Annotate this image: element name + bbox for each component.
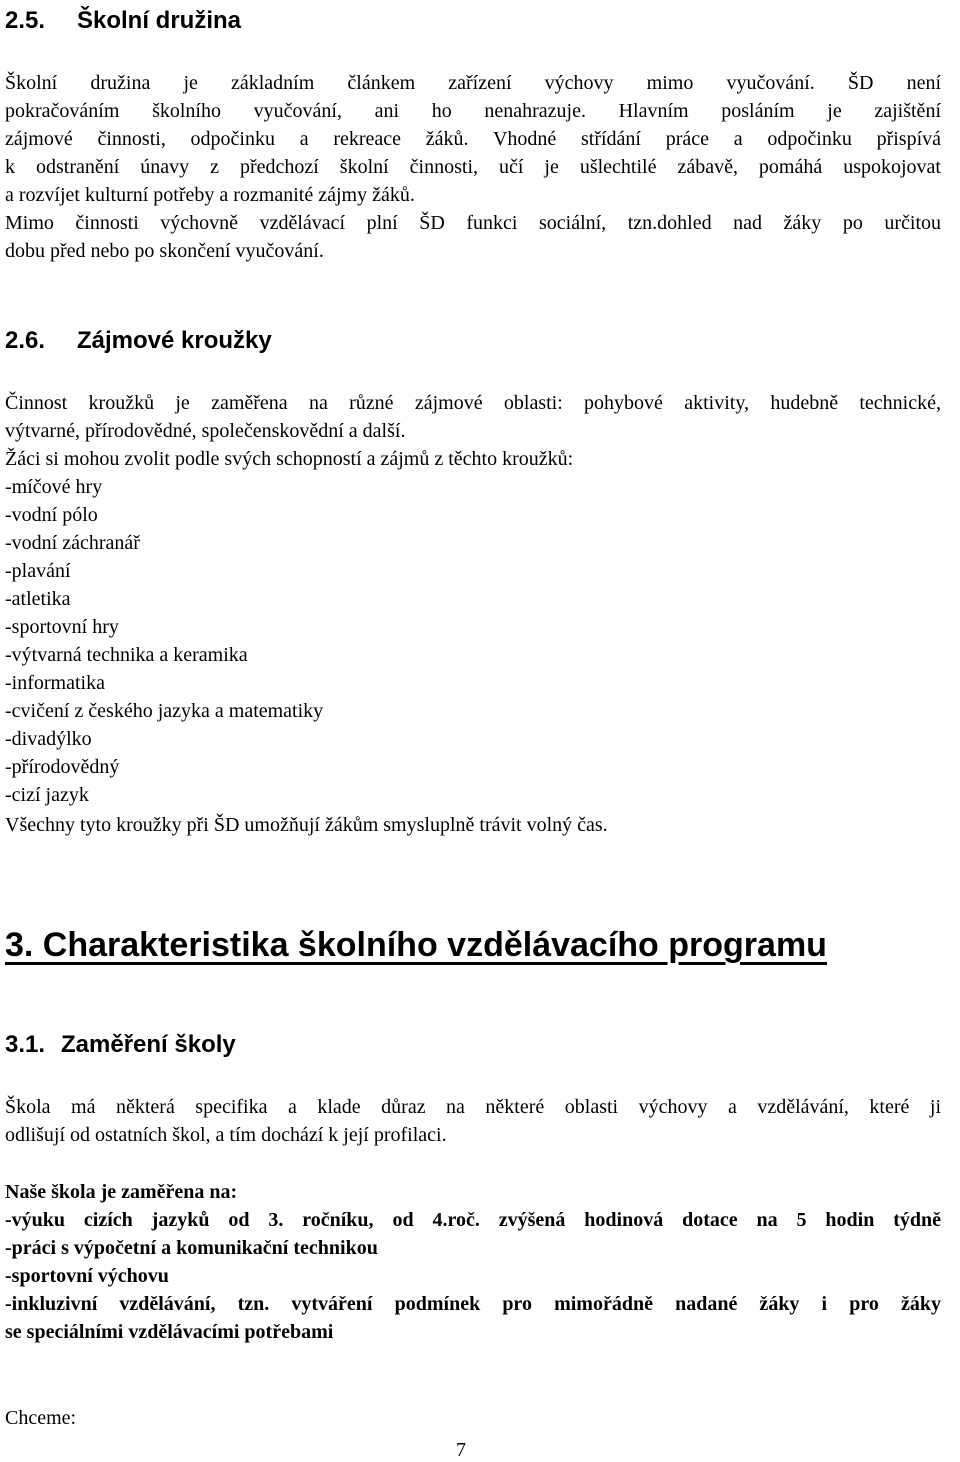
section-title: Školní družina <box>77 7 242 34</box>
bold-heading: Naše škola je zaměřena na: <box>5 1181 238 1203</box>
section-number: 3.1. <box>5 1031 46 1058</box>
list-item: -divadýlko <box>5 728 92 750</box>
list-item: -sportovní hry <box>5 616 119 638</box>
list-item: -informatika <box>5 672 105 694</box>
paragraph-line: výtvarné, přírodovědné, společenskovědní a další. <box>5 420 406 442</box>
paragraph-line: Chceme: <box>5 1407 77 1429</box>
paragraph-line: k odstranění únavy z předchozí školní činnosti, učí je ušlechtilé zábavě, pomáhá uspokojovat <box>5 156 941 178</box>
list-item: -vodní záchranář <box>5 532 140 554</box>
bold-list-item: -inkluzivní vzdělávání, tzn. vytváření podmínek pro mimořádně nadané žáky i pro žáky <box>5 1293 941 1315</box>
page-number: 7 <box>456 1439 466 1461</box>
paragraph-line: Školní družina je základním článkem zařízení výchovy mimo vyučování. ŠD není <box>5 72 941 94</box>
paragraph-line: Mimo činnosti výchovně vzdělávací plní ŠD funkci sociální, tzn.dohled nad žáky po určitou <box>5 212 941 234</box>
section-title: Zájmové kroužky <box>77 327 272 354</box>
heading-zajmove-krouzky <box>5 326 272 356</box>
paragraph-line: a rozvíjet kulturní potřeby a rozmanité zájmy žáků. <box>5 184 415 206</box>
section-number: 2.6. <box>5 327 46 354</box>
list-item: -plavání <box>5 560 71 582</box>
paragraph-line: Činnost kroužků je zaměřena na různé zájmové oblasti: pohybové aktivity, hudebně technické, <box>5 392 941 414</box>
paragraph-line: dobu před nebo po skončení vyučování. <box>5 240 324 262</box>
paragraph-line: pokračováním školního vyučování, ani ho nenahrazuje. Hlavním posláním je zajištění <box>5 100 941 122</box>
section-number: 2.5. <box>5 7 46 34</box>
bold-list-item: -práci s výpočetní a komunikační technikou <box>5 1237 378 1259</box>
paragraph-line: odlišují od ostatních škol, a tím dochází k její profilaci. <box>5 1124 447 1146</box>
list-item: -míčové hry <box>5 476 103 498</box>
bold-list-item: -sportovní výchovu <box>5 1265 169 1287</box>
paragraph-line: zájmové činnosti, odpočinku a rekreace žáků. Vhodné střídání práce a odpočinku přispívá <box>5 128 941 150</box>
list-item: -atletika <box>5 588 71 610</box>
heading-zamereni-skoly <box>5 1030 236 1060</box>
paragraph-line: Škola má některá specifika a klade důraz na některé oblasti výchovy a vzdělávání, které ji <box>5 1096 941 1118</box>
section-title: Zaměření školy <box>61 1031 236 1058</box>
list-item: -cvičení z českého jazyka a matematiky <box>5 700 324 722</box>
bold-list-item: se speciálními vzdělávacími potřebami <box>5 1321 334 1343</box>
heading-skolni-druzina <box>5 6 241 36</box>
list-item: -vodní pólo <box>5 504 98 526</box>
list-item: -přírodovědný <box>5 756 120 778</box>
paragraph-line: Všechny tyto kroužky při ŠD umožňují žákům smysluplně trávit volný čas. <box>5 814 608 836</box>
chapter-heading: 3. Charakteristika školního vzdělávacího programu <box>5 926 827 964</box>
list-item: -výtvarná technika a keramika <box>5 644 248 666</box>
list-item: -cizí jazyk <box>5 784 89 806</box>
bold-list-item: -výuku cizích jazyků od 3. ročníku, od 4.roč. zvýšená hodinová dotace na 5 hodin týdně <box>5 1209 941 1231</box>
paragraph-line: Žáci si mohou zvolit podle svých schopností a zájmů z těchto kroužků: <box>5 448 574 470</box>
